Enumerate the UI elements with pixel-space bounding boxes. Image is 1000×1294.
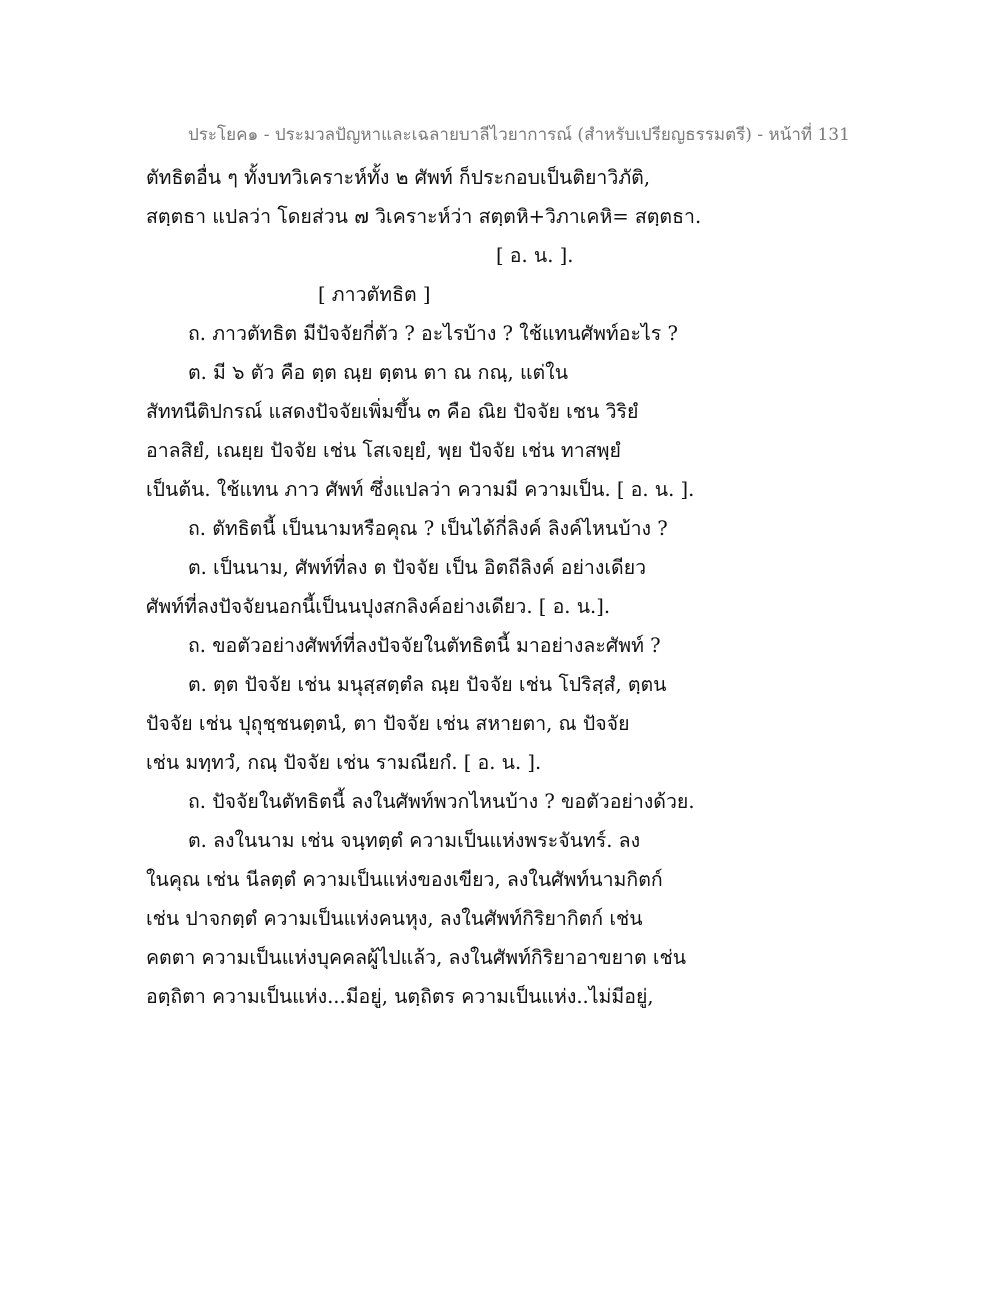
- reference-citation: [ อ. น. ].: [496, 244, 574, 267]
- text-line: ในคุณ เช่น นีลตฺตํ ความเป็นแห่งของเขียว, ลงในศัพท์นามกิตก์: [146, 868, 663, 891]
- question-line: ถ. ปัจจัยในตัทธิตนี้ ลงในศัพท์พวกไหนบ้าง ? ขอตัวอย่างด้วย.: [188, 790, 695, 813]
- question-line: ถ. ขอตัวอย่างศัพท์ที่ลงปัจจัยในตัทธิตนี้ มาอย่างละศัพท์ ?: [188, 634, 661, 657]
- answer-line: ต. ลงในนาม เช่น จนฺทตฺตํ ความเป็นแห่งพระจันทร์. ลง: [188, 829, 641, 852]
- answer-line: ต. เป็นนาม, ศัพท์ที่ลง ต ปัจจัย เป็น อิตถีลิงค์ อย่างเดียว: [188, 556, 647, 579]
- running-header: ประโยค๑ - ประมวลปัญหาและเฉลายบาลีไวยาการณ์ (สำหรับเปรียญธรรมตรี) - หน้าที่ 131: [188, 125, 850, 145]
- text-line: อตฺถิตา ความเป็นแห่ง...มีอยู่, นตฺถิตร ความเป็นแห่ง..ไม่มีอยู่,: [146, 985, 654, 1008]
- answer-line: ต. ตฺต ปัจจัย เช่น มนุสฺสตฺตํล ณฺย ปัจจัย เช่น โปริสฺสํ, ตฺตน: [188, 673, 667, 696]
- answer-line: ต. มี ๖ ตัว คือ ตฺต ณฺย ตฺตน ตา ณ กณฺ, แต่ใน: [188, 361, 569, 384]
- text-line: อาลสิยํ, เณยฺย ปัจจัย เช่น โสเจยฺยํ, พฺย ปัจจัย เช่น ทาสพฺยํ: [146, 439, 621, 462]
- text-line: คตตา ความเป็นแห่งบุคคลผู้ไปแล้ว, ลงในศัพท์กิริยาอาขยาต เช่น: [146, 946, 687, 969]
- body-text: [146, 158, 866, 1016]
- text-line: ปัจจัย เช่น ปุถุชฺชนตฺตนํ, ตา ปัจจัย เช่น สหายตา, ณ ปัจจัย: [146, 712, 630, 735]
- text-line: เช่น ปาจกตฺตํ ความเป็นแห่งคนหุง, ลงในศัพท์กิริยากิตก์ เช่น: [146, 907, 643, 930]
- text-line: ศัพท์ที่ลงปัจจัยนอกนี้เป็นนปุงสกลิงค์อย่างเดียว. [ อ. น.].: [146, 595, 611, 618]
- text-line: ตัทธิตอื่น ๆ ทั้งบทวิเคราะห์ทั้ง ๒ ศัพท์ ก็ประกอบเป็นติยาวิภัติ,: [146, 166, 651, 189]
- text-line: เป็นต้น. ใช้แทน ภาว ศัพท์ ซึ่งแปลว่า ความมี ความเป็น. [ อ. น. ].: [146, 478, 695, 501]
- question-line: ถ. ตัทธิตนี้ เป็นนามหรือคุณ ? เป็นได้กี่ลิงค์ ลิงค์ไหนบ้าง ?: [188, 517, 668, 540]
- text-line: สตฺตธา แปลว่า โดยส่วน ๗ วิเคราะห์ว่า สตฺตหิ+วิภาเคหิ= สตฺตธา.: [146, 205, 702, 228]
- question-line: ถ. ภาวตัทธิต มีปัจจัยกี่ตัว ? อะไรบ้าง ? ใช้แทนศัพท์อะไร ?: [188, 322, 678, 345]
- text-line: เช่น มทฺทวํ, กณฺ ปัจจัย เช่น รามณียกํ. [ อ. น. ].: [146, 751, 542, 774]
- section-heading: [ ภาวตัทธิต ]: [318, 283, 431, 306]
- text-line: สัททนีติปกรณ์ แสดงปัจจัยเพิ่มขึ้น ๓ คือ ณิย ปัจจัย เชน วิริยํ: [146, 400, 639, 423]
